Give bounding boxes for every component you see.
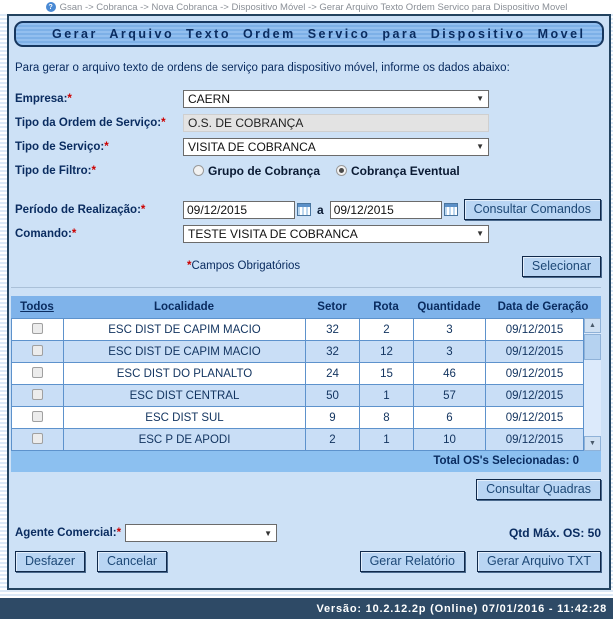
radio-checked-icon[interactable]: [336, 165, 347, 176]
gerar-arquivo-txt-button[interactable]: Gerar Arquivo TXT: [477, 551, 601, 572]
header-localidade: Localidade: [153, 301, 215, 313]
row-checkbox-cell: [12, 341, 64, 363]
table-header: [11, 296, 601, 318]
required-marker: *: [67, 92, 72, 105]
table-scrollbar[interactable]: [584, 318, 601, 451]
cell-rota: 15: [360, 363, 414, 385]
required-marker: *: [91, 164, 96, 177]
radio-grupo-cobranca[interactable]: [193, 164, 320, 178]
cell-setor: 9: [306, 407, 360, 429]
tipo-ordem-value: O.S. DE COBRANÇA: [188, 115, 304, 130]
divider: [11, 287, 601, 288]
tipo-servico-row: [15, 137, 609, 156]
quadras-row: [9, 479, 601, 500]
tipo-servico-label: Tipo de Serviço:*: [15, 140, 109, 153]
agente-comercial-row: [15, 524, 601, 542]
gerar-relatorio-button[interactable]: Gerar Relatório: [360, 551, 465, 572]
main-panel: [7, 14, 611, 590]
cell-localidade: ESC P DE APODI: [64, 429, 306, 451]
cell-quantidade: 3: [414, 341, 486, 363]
row-checkbox-cell: [12, 385, 64, 407]
tipo-filtro-radio-group: [183, 164, 470, 178]
radio-cobranca-eventual[interactable]: [336, 164, 460, 178]
header-setor: Setor: [317, 301, 347, 313]
tipo-servico-select-value: VISITA DE COBRANCA: [188, 139, 316, 154]
required-note-row: [15, 255, 609, 277]
periodo-to-input[interactable]: [330, 201, 442, 219]
comando-label: Comando:*: [15, 227, 77, 240]
empresa-select-value: CAERN: [188, 91, 231, 106]
os-table-body: [12, 319, 584, 451]
cell-quantidade: 6: [414, 407, 486, 429]
scroll-down-button[interactable]: ▼: [584, 436, 601, 451]
version-label: Versão: 10.2.12.2p (Online) 07/01/2016 - 11:42:28: [316, 602, 607, 615]
cell-setor: 24: [306, 363, 360, 385]
total-selected-label: Total OS's Selecionadas: 0: [11, 451, 601, 472]
required-marker: *: [140, 203, 146, 216]
chevron-down-icon: ▼: [476, 94, 484, 103]
cell-rota: 12: [360, 341, 414, 363]
chevron-down-icon: ▼: [476, 229, 484, 238]
header-quantidade: Quantidade: [417, 301, 481, 313]
agente-comercial-select[interactable]: [125, 524, 277, 542]
tipo-ordem-label: Tipo da Ordem de Serviço:*: [15, 116, 166, 129]
comando-row: [15, 224, 609, 243]
periodo-from-input[interactable]: [183, 201, 295, 219]
cell-quantidade: 57: [414, 385, 486, 407]
scrollbar-track[interactable]: [584, 360, 601, 436]
cell-localidade: ESC DIST DO PLANALTO: [64, 363, 306, 385]
row-checkbox[interactable]: [32, 389, 43, 400]
agente-comercial-label: Agente Comercial:*: [15, 527, 122, 539]
required-marker: *: [104, 140, 109, 153]
cell-quantidade: 46: [414, 363, 486, 385]
cell-localidade: ESC DIST CENTRAL: [64, 385, 306, 407]
cell-data: 09/12/2015: [486, 429, 584, 451]
cell-data: 09/12/2015: [486, 341, 584, 363]
row-checkbox[interactable]: [32, 411, 43, 422]
cancelar-button[interactable]: Cancelar: [97, 551, 167, 572]
cell-quantidade: 3: [414, 319, 486, 341]
consultar-comandos-button[interactable]: Consultar Comandos: [464, 199, 601, 220]
table-row: [12, 429, 584, 451]
select-all-link[interactable]: Todos: [20, 301, 54, 313]
radio-eventual-label: Cobrança Eventual: [351, 163, 460, 178]
required-fields-note: *Campos Obrigatórios: [187, 260, 301, 272]
row-checkbox-cell: [12, 407, 64, 429]
table-row: [12, 385, 584, 407]
selecionar-button[interactable]: Selecionar: [522, 256, 601, 277]
cell-localidade: ESC DIST SUL: [64, 407, 306, 429]
row-checkbox[interactable]: [32, 433, 43, 444]
status-bar: [0, 598, 613, 619]
cell-data: 09/12/2015: [486, 385, 584, 407]
cell-quantidade: 10: [414, 429, 486, 451]
row-checkbox-cell: [12, 363, 64, 385]
table-row: [12, 319, 584, 341]
os-table-grid: [11, 318, 584, 451]
comando-select-value: TESTE VISITA DE COBRANCA: [188, 226, 358, 241]
required-marker: *: [71, 227, 77, 240]
comando-select[interactable]: [183, 225, 489, 243]
header-data-geracao: Data de Geração: [497, 301, 589, 313]
qtd-max-os-label: Qtd Máx. OS: 50: [508, 526, 601, 540]
empresa-row: [15, 89, 609, 108]
breadcrumb-bar: [0, 0, 613, 14]
tipo-filtro-row: [15, 161, 609, 180]
instruction-text: Para gerar o arquivo texto de ordens de serviço para dispositivo móvel, informe os dados abaixo:: [15, 62, 510, 74]
tipo-servico-select[interactable]: [183, 138, 489, 156]
table-row: [12, 341, 584, 363]
tipo-filtro-label: Tipo de Filtro:*: [15, 164, 96, 177]
generation-form: [15, 89, 609, 243]
empresa-label: Empresa:*: [15, 92, 72, 105]
radio-grupo-label: Grupo de Cobrança: [208, 163, 321, 178]
calendar-icon[interactable]: [444, 203, 458, 216]
empresa-select[interactable]: [183, 90, 489, 108]
row-checkbox[interactable]: [32, 367, 43, 378]
table-row: [12, 407, 584, 429]
page-title: Gerar Arquivo Texto Ordem Servico para Dispositivo Movel: [14, 21, 604, 47]
tipo-ordem-readonly-field: [183, 114, 489, 132]
scrollbar-thumb[interactable]: [584, 334, 601, 360]
required-marker: *: [116, 527, 122, 539]
cell-data: 09/12/2015: [486, 363, 584, 385]
breadcrumb: Gsan -> Cobranca -> Nova Cobranca -> Dispositivo Móvel -> Gerar Arquivo Texto Ordem Servico para Dispositivo Movel: [59, 1, 568, 13]
help-icon[interactable]: ?: [46, 2, 56, 12]
radio-unchecked-icon[interactable]: [193, 165, 204, 176]
cell-rota: 1: [360, 385, 414, 407]
chevron-down-icon: ▼: [476, 142, 484, 151]
scroll-up-button[interactable]: ▲: [584, 318, 601, 333]
cell-setor: 2: [306, 429, 360, 451]
cell-rota: 8: [360, 407, 414, 429]
cell-localidade: ESC DIST DE CAPIM MACIO: [64, 341, 306, 363]
row-checkbox-cell: [12, 319, 64, 341]
date-range-separator: a: [317, 202, 324, 217]
cell-data: 09/12/2015: [486, 319, 584, 341]
cell-rota: 1: [360, 429, 414, 451]
row-checkbox[interactable]: [32, 345, 43, 356]
consultar-quadras-button[interactable]: Consultar Quadras: [476, 479, 601, 500]
cell-rota: 2: [360, 319, 414, 341]
cell-data: 09/12/2015: [486, 407, 584, 429]
header-rota: Rota: [373, 301, 399, 313]
cell-setor: 32: [306, 319, 360, 341]
cell-setor: 32: [306, 341, 360, 363]
required-marker: *: [161, 116, 166, 129]
table-row: [12, 363, 584, 385]
periodo-label: Período de Realização:*: [15, 203, 146, 216]
periodo-row: [15, 200, 609, 219]
cell-setor: 50: [306, 385, 360, 407]
row-checkbox[interactable]: [32, 323, 43, 334]
chevron-down-icon: ▼: [264, 528, 273, 538]
desfazer-button[interactable]: Desfazer: [15, 551, 85, 572]
tipo-ordem-row: [15, 113, 609, 132]
os-table: [11, 296, 601, 472]
calendar-icon[interactable]: [297, 203, 311, 216]
cell-localidade: ESC DIST DE CAPIM MACIO: [64, 319, 306, 341]
row-checkbox-cell: [12, 429, 64, 451]
actions-row: [15, 551, 601, 572]
